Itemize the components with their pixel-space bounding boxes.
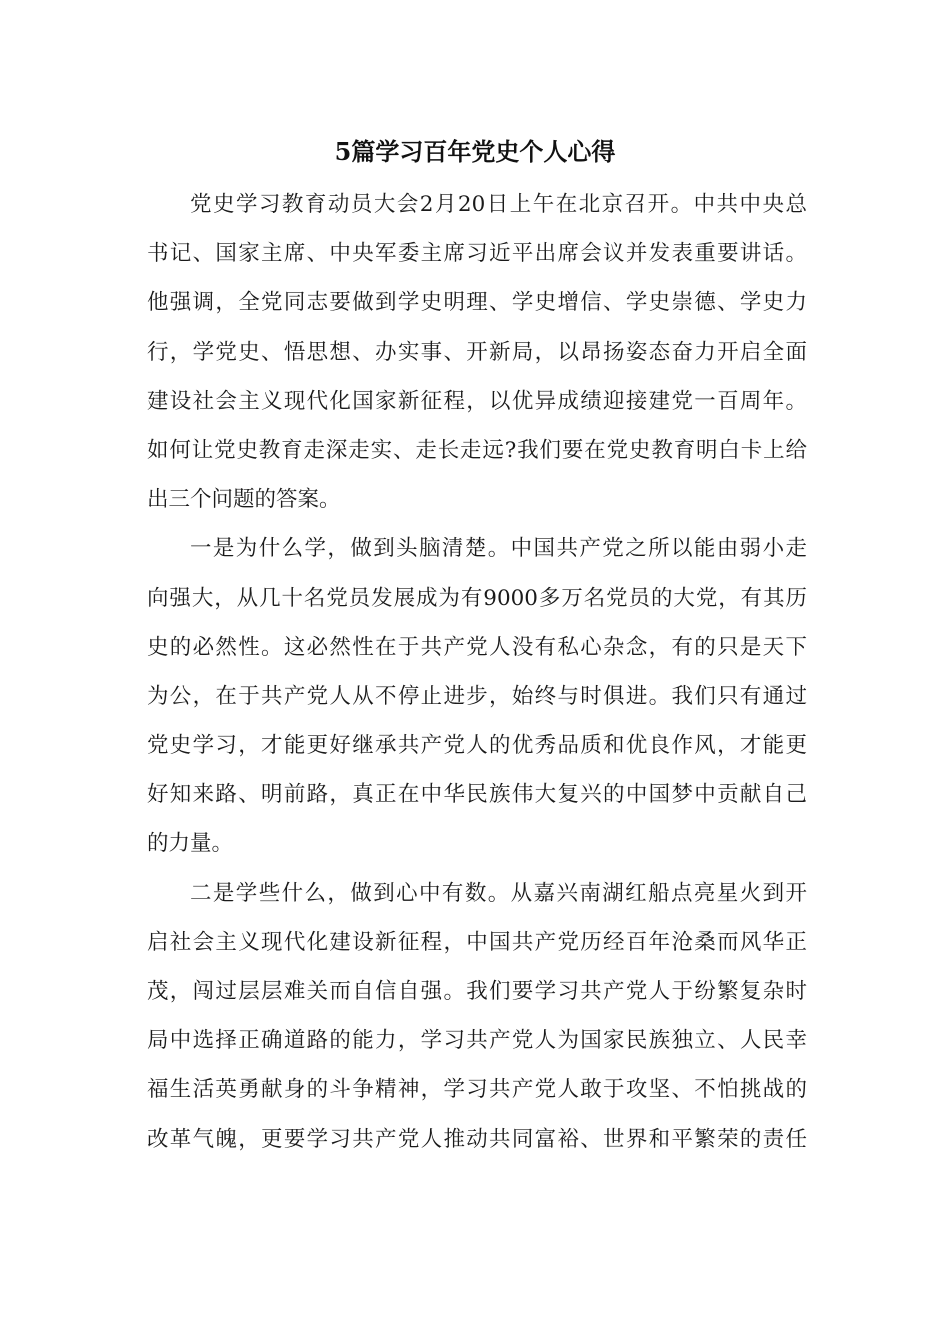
text-line: 出三个问题的答案。 xyxy=(147,487,341,513)
document-title: 5篇学习百年党史个人心得 xyxy=(334,137,616,166)
text-line: 一是为什么学，做到头脑清楚。中国共产党之所以能由弱小走 xyxy=(190,536,807,562)
text-line: 的力量。 xyxy=(147,831,234,857)
text-line: 史的必然性。这必然性在于共产党人没有私心杂念，有的只是天下 xyxy=(147,634,807,660)
text-line: 改革气魄，更要学习共产党人推动共同富裕、世界和平繁荣的责任 xyxy=(147,1126,807,1152)
text-line: 好知来路、明前路，真正在中华民族伟大复兴的中国梦中贡献自己 xyxy=(147,782,807,808)
paragraph-3 xyxy=(147,869,807,1164)
text-line: 茂，闯过层层难关而自信自强。我们要学习共产党人于纷繁复杂时 xyxy=(147,979,807,1004)
text-line: 他强调，全党同志要做到学史明理、学史增信、学史崇德、学史力 xyxy=(147,290,807,316)
text-line: 福生活英勇献身的斗争精神，学习共产党人敢于攻坚、不怕挑战的 xyxy=(147,1077,807,1103)
paragraph-2 xyxy=(147,524,807,868)
text-line: 局中选择正确道路的能力，学习共产党人为国家民族独立、人民幸 xyxy=(147,1028,807,1054)
text-line: 启社会主义现代化建设新征程，中国共产党历经百年沧桑而风华正 xyxy=(147,929,807,955)
text-line: 书记、国家主席、中央军委主席习近平出席会议并发表重要讲话。 xyxy=(147,241,807,267)
document-body xyxy=(147,180,807,1164)
text-line: 向强大，从几十名党员发展成为有9000多万名党员的大党，有其历 xyxy=(147,585,807,611)
text-line: 建设社会主义现代化国家新征程，以优异成绩迎接建党一百周年。 xyxy=(147,388,807,414)
text-line: 行，学党史、悟思想、办实事、开新局，以昂扬姿态奋力开启全面 xyxy=(147,339,807,365)
text-line: 二是学些什么，做到心中有数。从嘉兴南湖红船点亮星火到开 xyxy=(190,880,807,906)
text-line: 党史学习教育动员大会2月20日上午在北京召开。中共中央总 xyxy=(190,192,807,217)
text-line: 党史学习，才能更好继承共产党人的优秀品质和优良作风，才能更 xyxy=(147,733,807,759)
paragraph-1 xyxy=(147,180,807,524)
text-line: 为公，在于共产党人从不停止进步，始终与时俱进。我们只有通过 xyxy=(147,683,807,709)
text-line: 如何让党史教育走深走实、走长走远?我们要在党史教育明白卡上给 xyxy=(147,437,807,463)
